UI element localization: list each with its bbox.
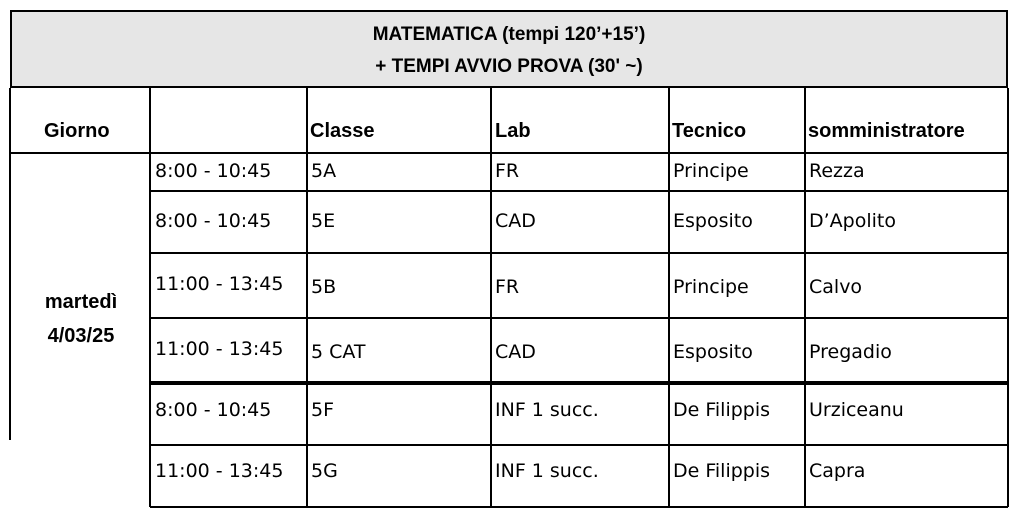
- cell-somministratore: Urziceanu: [809, 399, 904, 421]
- cell-time: 8:00 - 10:45: [155, 210, 272, 232]
- cell-classe: 5F: [311, 399, 335, 421]
- cell-somministratore: Rezza: [809, 160, 865, 182]
- cell-classe: 5B: [311, 276, 337, 298]
- cell-lab: CAD: [495, 210, 536, 232]
- cell-classe: 5 CAT: [311, 341, 366, 363]
- cell-time: 8:00 - 10:45: [155, 160, 272, 182]
- header-giorno: Giorno: [44, 120, 110, 142]
- table-title-line-1: MATEMATICA (tempi 120’+15’): [372, 24, 646, 45]
- cell-tecnico: Esposito: [673, 341, 753, 363]
- cell-tecnico: Principe: [673, 160, 749, 182]
- cell-time: 11:00 - 13:45: [155, 338, 284, 360]
- cell-classe: 5E: [311, 210, 336, 232]
- cell-lab: CAD: [495, 341, 536, 363]
- cell-somministratore: Pregadio: [809, 341, 892, 363]
- cell-somministratore: D’Apolito: [809, 210, 896, 232]
- header-classe: Classe: [310, 120, 375, 142]
- cell-time: 11:00 - 13:45: [155, 273, 284, 295]
- cell-classe: 5A: [311, 160, 337, 182]
- cell-time: 11:00 - 13:45: [155, 460, 284, 482]
- table-title-line-2: + TEMPI AVVIO PROVA (30' ~): [375, 56, 643, 77]
- cell-lab: FR: [495, 160, 520, 182]
- header-somministratore: somministratore: [808, 120, 965, 142]
- cell-lab: FR: [495, 276, 520, 298]
- cell-lab: INF 1 succ.: [495, 399, 599, 421]
- cell-somministratore: Capra: [809, 460, 866, 482]
- cell-lab: INF 1 succ.: [495, 460, 599, 482]
- cell-tecnico: Principe: [673, 276, 749, 298]
- cell-tecnico: De Filippis: [673, 399, 771, 421]
- cell-classe: 5G: [311, 460, 338, 482]
- day-label: martedì: [44, 291, 118, 313]
- header-tecnico: Tecnico: [672, 120, 747, 142]
- cell-tecnico: De Filippis: [673, 460, 771, 482]
- header-lab: Lab: [495, 120, 531, 142]
- cell-tecnico: Esposito: [673, 210, 753, 232]
- cell-somministratore: Calvo: [809, 276, 863, 298]
- day-date: 4/03/25: [47, 325, 115, 347]
- cell-time: 8:00 - 10:45: [155, 399, 272, 421]
